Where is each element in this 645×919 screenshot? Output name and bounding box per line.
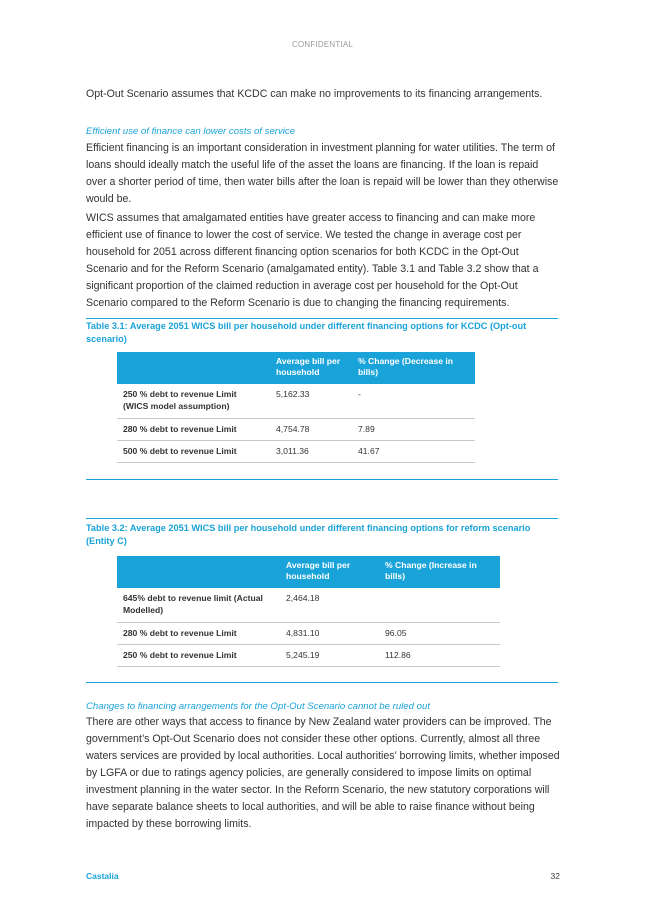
- table1-row2-change: 7.89: [352, 419, 475, 441]
- table2-row1-change: [379, 588, 500, 623]
- table2-row1-bill: 2,464.18: [280, 588, 379, 623]
- table1-row3-change: 41.67: [352, 441, 475, 463]
- table-row: [117, 441, 475, 463]
- table1-header-row: [117, 352, 475, 384]
- section-heading-efficient-finance: Efficient use of finance can lower costs of service: [86, 126, 296, 137]
- table2-caption: Table 3.2: Average 2051 WICS bill per household under different financing options for reform scenario (Entity C): [86, 523, 531, 546]
- table1-row3-bill: 3,011.36: [270, 441, 352, 463]
- paragraph-efficient-financing: Efficient financing is an important consideration in investment planning for water utilities. The term of loans should ideally match the useful life of the asset the loans are financing. If the loan is repaid over a shorter period of time, then water bills after the loan is repaid will be lower than they otherwise would be.: [86, 142, 559, 205]
- table1-row3-label: 500 % debt to revenue Limit: [117, 441, 270, 463]
- table1: [117, 352, 475, 463]
- table1-row2-label: 280 % debt to revenue Limit: [117, 419, 270, 441]
- confidential-header: CONFIDENTIAL: [291, 40, 354, 49]
- table2-row3-change: 112.86: [379, 645, 500, 667]
- table1-caption: Table 3.1: Average 2051 WICS bill per household under different financing options for KCDC (Opt-out scenario): [86, 321, 527, 344]
- section-heading-changes-financing: Changes to financing arrangements for the Opt-Out Scenario cannot be ruled out: [86, 701, 430, 712]
- table2-top-rule: [86, 518, 558, 519]
- table-row: [117, 645, 500, 667]
- table1-bottom-rule: [86, 479, 558, 480]
- table2-header-blank: [117, 556, 280, 588]
- table-row: [117, 419, 475, 441]
- table1-top-rule: [86, 318, 558, 319]
- paragraph-wics-assumes: WICS assumes that amalgamated entities have greater access to financing and can make more efficient use of finance to lower the cost of service. We tested the change in average cost per household for 2051 across different financing option scenarios for both KCDC in the Opt-Out Scenario and for the Reform Scenario (amalgamated entity). Table 3.1 and Table 3.2 show that a significant proportion of the claimed reduction in average cost per household for the Opt-Out Scenario compared to the Reform Scenario is due to changing the financing requirements.: [86, 212, 539, 309]
- table2-row3-label: 250 % debt to revenue Limit: [117, 645, 280, 667]
- intro-paragraph: Opt-Out Scenario assumes that KCDC can make no improvements to its financing arrangements.: [86, 88, 543, 100]
- table1-header-change: % Change (Decrease in bills): [352, 352, 475, 384]
- paragraph-other-ways: There are other ways that access to finance by New Zealand water providers can be improved. The government’s Opt-Out Scenario does not consider these other options. Currently, almost all three waters services are provided by local authorities. Local authorities’ borrowing limits, whether imposed by LGFA or due to ratings agency policies, are generally considered to impose limits on optimal investment planning in the water sector. In the Reform Scenario, the new statutory corporations will have separate balance sheets to local authorities, and will be able to raise finance without being impacted by these borrowing limits.: [86, 716, 560, 830]
- table2-row3-bill: 5,245.19: [280, 645, 379, 667]
- table1-row1-change: -: [352, 384, 475, 419]
- table2-bottom-rule: [86, 682, 558, 683]
- table2: [117, 556, 500, 667]
- table2-header-change: % Change (Increase in bills): [379, 556, 500, 588]
- table-row: [117, 384, 475, 419]
- table2-row2-change: 96.05: [379, 623, 500, 645]
- page-number: 32: [550, 871, 560, 881]
- table2-header-avg-bill: Average bill per household: [280, 556, 379, 588]
- footer-brand: Castalia: [86, 871, 119, 881]
- table2-row2-bill: 4,831.10: [280, 623, 379, 645]
- table2-row2-label: 280 % debt to revenue Limit: [117, 623, 280, 645]
- table1-row1-label: 250 % debt to revenue Limit (WICS model assumption): [117, 384, 270, 419]
- table1-header-avg-bill: Average bill per household: [270, 352, 352, 384]
- table1-row1-bill: 5,162.33: [270, 384, 352, 419]
- table-row: [117, 588, 500, 623]
- table1-header-blank: [117, 352, 270, 384]
- table-row: [117, 623, 500, 645]
- table1-row2-bill: 4,754.78: [270, 419, 352, 441]
- table2-row1-label: 645% debt to revenue limit (Actual Modelled): [117, 588, 280, 623]
- table2-header-row: [117, 556, 500, 588]
